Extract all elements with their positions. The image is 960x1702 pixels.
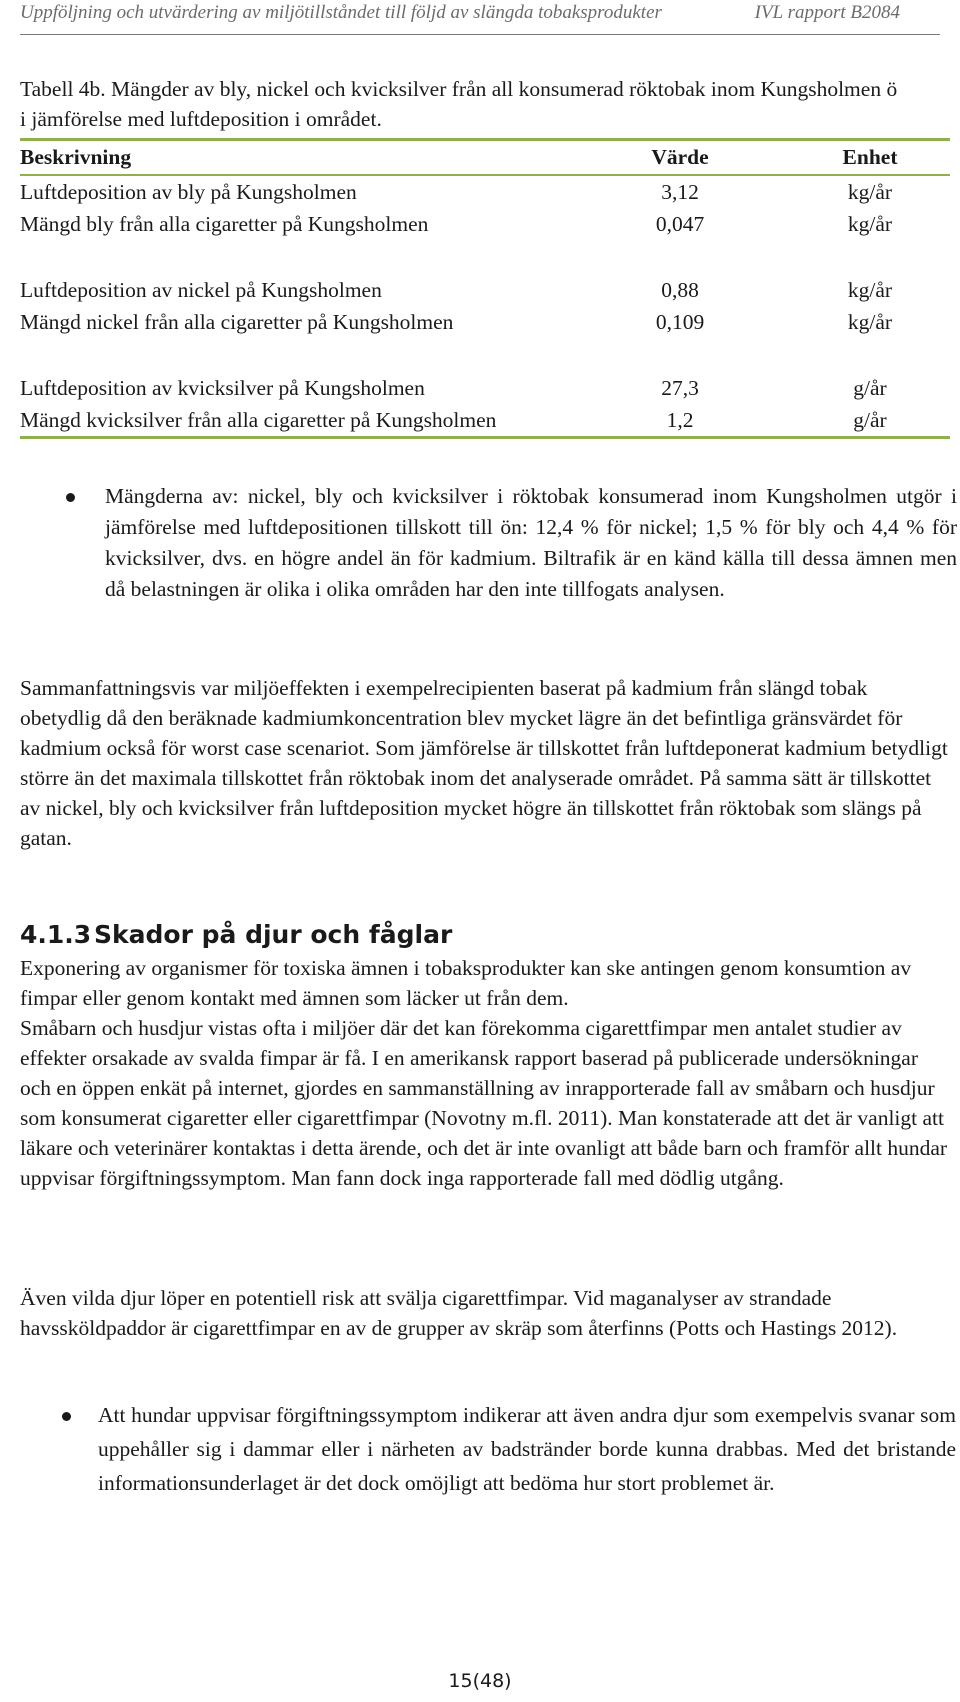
table-row	[20, 176, 950, 208]
column-header-unit: Enhet	[842, 145, 898, 169]
bullet-icon	[62, 1412, 71, 1421]
cell-unit: g/år	[853, 376, 887, 400]
section-heading	[20, 920, 452, 950]
cell-unit: kg/år	[847, 278, 893, 302]
table-caption: Tabell 4b. Mängder av bly, nickel och kvicksilver från all konsumerad röktobak inom Kungsholmen ö i jämförelse med luftdeposition i området.	[20, 77, 898, 131]
section-number: 4.1.3	[20, 920, 92, 949]
section-title: Skador på djur och fåglar	[94, 920, 453, 949]
cell-unit: kg/år	[847, 180, 893, 204]
cell-unit: kg/år	[847, 310, 893, 334]
table-row	[20, 274, 950, 306]
table-spacer-row	[20, 240, 950, 274]
table-row	[20, 306, 950, 338]
table-row	[20, 208, 950, 240]
header-title: Uppföljning och utvärdering av miljötillståndet till följd av slängda tobaksprodukter	[20, 2, 662, 23]
cell-description: Mängd bly från alla cigaretter på Kungsholmen	[20, 212, 429, 236]
running-header	[20, 0, 940, 35]
bullet-paragraph-comparison: Mängderna av: nickel, bly och kvicksilver i röktobak konsumerad inom Kungsholmen utgör i jämförelse med luftdepositionen tillskott till ön: 12,4 % för nickel; 1,5 % för bly och 4,4 % för kvicksilver, dvs. en högre andel än för kadmium. Biltrafik är en känd källa till dessa ämnen men då belastningen är olika i olika områden har den inte tillfogats analysen.	[105, 484, 957, 601]
bullet-icon	[66, 493, 75, 502]
data-table	[20, 138, 950, 439]
cell-description: Mängd nickel från alla cigaretter på Kungsholmen	[20, 310, 454, 334]
section-paragraph-exposure: Exponering av organismer för toxiska ämnen i tobaksprodukter kan ske antingen genom konsumtion av fimpar eller genom kontakt med ämnen som läcker ut från dem.	[20, 956, 912, 1010]
cell-description: Luftdeposition av kvicksilver på Kungsholmen	[20, 376, 425, 400]
cell-unit: kg/år	[847, 212, 893, 236]
cell-value: 0,047	[655, 212, 705, 236]
cell-description: Luftdeposition av bly på Kungsholmen	[20, 180, 357, 204]
summary-paragraph: Sammanfattningsvis var miljöeffekten i exempelrecipienten baserat på kadmium från slängd tobak obetydlig då den beräknade kadmiumkoncentration blev mycket lägre än det befintliga gränsvärdet för kadmium också för worst case scenariot. Som jämförelse är tillskottet från luftdeponerat kadmium betydligt större än det maximala tillskottet från röktobak inom det analyserade området. På samma sätt är tillskottet av nickel, bly och kvicksilver från luftdeposition mycket högre än tillskottet från röktobak som slängs på gatan.	[20, 676, 948, 850]
page-number: 15(48)	[448, 1670, 512, 1692]
cell-value: 0,88	[661, 278, 699, 302]
table-row	[20, 404, 950, 436]
column-header-value: Värde	[651, 145, 709, 169]
header-report-id: IVL rapport B2084	[754, 2, 900, 23]
table-spacer-row	[20, 338, 950, 372]
cell-description: Luftdeposition av nickel på Kungsholmen	[20, 278, 382, 302]
cell-value: 0,109	[655, 310, 705, 334]
section-paragraph-wild-animals: Även vilda djur löper en potentiell risk att svälja cigarettfimpar. Vid maganalyser av strandade havssköldpaddor är cigarettfimpar en av de grupper av skräp som återfinns (Potts och Hastings 2012).	[20, 1286, 898, 1340]
section-paragraph-small-children: Småbarn och husdjur vistas ofta i miljöer där det kan förekomma cigarettfimpar men antalet studier av effekter orsakade av svalda fimpar är få. I en amerikansk rapport baserad på publicerade undersökningar och en öppen enkät på internet, gjordes en sammanställning av inrapporterade fall av småbarn och husdjur som konsumerat cigaretter eller cigarettfimpar (Novotny m.fl. 2011). Man konstaterade att det är vanligt att läkare och veterinärer kontaktas i detta ärende, och det är inte ovanligt att både barn och framför allt hundar uppvisar förgiftningssymptom. Man fann dock inga rapporterade fall med dödlig utgång.	[20, 1016, 948, 1190]
cell-description: Mängd kvicksilver från alla cigaretter på Kungsholmen	[20, 408, 497, 432]
table-row	[20, 372, 950, 404]
cell-value: 27,3	[661, 376, 699, 400]
cell-value: 1,2	[666, 408, 694, 432]
cell-unit: g/år	[853, 408, 887, 432]
table-header-row	[20, 141, 950, 176]
bullet-paragraph-dogs: Att hundar uppvisar förgiftningssymptom indikerar att även andra djur som exempelvis svanar som uppehåller sig i dammar eller i närheten av badstränder borde kunna drabbas. Med det bristande informationsunderlaget är det dock omöjligt att bedöma hur stort problemet är.	[98, 1403, 956, 1495]
cell-value: 3,12	[661, 180, 699, 204]
column-header-description: Beskrivning	[20, 145, 132, 169]
